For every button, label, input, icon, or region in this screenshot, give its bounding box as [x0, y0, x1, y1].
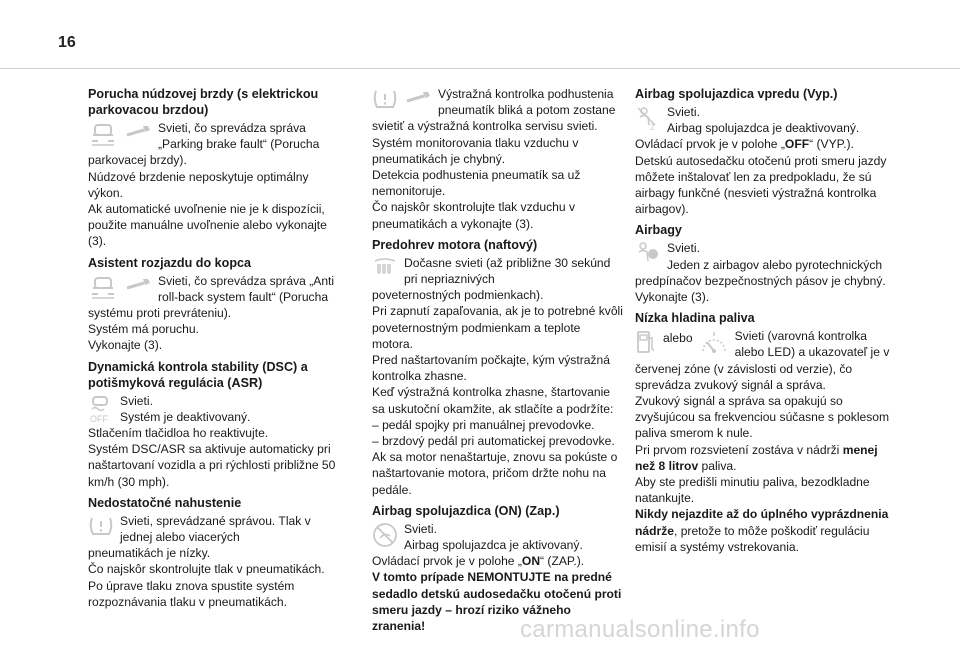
car-skid-icon: [88, 274, 118, 300]
icon-description: Výstražná kontrolka podhustenia pneumatík bliká a potom zostane: [438, 87, 616, 118]
section-title: Asistent rozjazdu do kopca: [88, 255, 252, 270]
paragraph: Aby ste predišli minutiu paliva, bezodkladne natankujte.: [635, 475, 870, 506]
icon-description-line: Systém je deaktivovaný.: [120, 409, 251, 424]
paragraph: poveternostných podmienkach).: [372, 288, 544, 303]
paragraph: Stlačením tlačidloa ho reaktivujte.: [88, 426, 269, 441]
tyre-pressure-icon-box: [88, 513, 114, 538]
icon-line: [635, 104, 893, 136]
icon-description: Dočasne svieti (až približne 30 sekúnd pri nepriaznivých: [404, 255, 611, 287]
icon-line: [88, 513, 340, 545]
wrench-icon: [124, 274, 152, 294]
icon-description: Svieti, sprevádzané správou. Tlak v jednej alebo viacerých: [120, 513, 311, 545]
section-emergency-brake: [88, 86, 340, 250]
text-run: , pretože to môže poškodiť reguláciu emisií a systémy vstrekovania.: [635, 523, 870, 554]
text-run-bold: Nikdy nejazdite až do úplného vyprázdnenia nádrže: [635, 507, 889, 538]
icon-line: [88, 393, 340, 425]
section-preheating: [372, 237, 624, 498]
section-passenger-airbag-off: [635, 86, 893, 217]
section-underinflation: [88, 495, 340, 610]
paragraph: Vykonajte (3).: [635, 290, 710, 305]
paragraph: Systém má poruchu.: [88, 322, 199, 337]
icon-description: [667, 104, 893, 136]
icon-description: [120, 393, 340, 425]
paragraph: [635, 442, 893, 474]
icon-description-line: Svieti.: [404, 521, 437, 536]
paragraph: [372, 553, 624, 569]
svg-text:OFF: OFF: [90, 413, 108, 424]
section-tpms-fault: [372, 86, 624, 232]
section-title: Predohrev motora (naftový): [372, 237, 538, 252]
dsc-off-icon-box: [88, 393, 114, 424]
icon-line: [635, 240, 893, 272]
paragraph: Čo najskôr skontrolujte tlak vzduchu v pneumatikách a vykonajte (3).: [372, 200, 576, 231]
watermark: carmanualsonline.info: [520, 616, 760, 643]
text-run-bold: OFF: [784, 137, 810, 152]
car-skid-icon: [88, 121, 118, 147]
icon-line: [372, 86, 624, 118]
column-1: [88, 86, 340, 615]
wrench-icon: [124, 121, 152, 141]
airbag-on-icon-box: [372, 521, 398, 548]
paragraph: Detekcia podhustenia pneumatík sa už nemonitoruje.: [372, 168, 581, 199]
page-number: 16: [58, 34, 76, 51]
icon-line: [88, 273, 340, 305]
airbag-off-icon: [635, 105, 661, 131]
text-run: Ovládací prvok je v polohe „: [635, 137, 785, 152]
fuel-gauge-icon: [699, 329, 729, 359]
hill-assist-icons: [88, 273, 152, 300]
text-run: “ (ZAP.).: [540, 554, 585, 569]
paragraph: [635, 136, 893, 152]
svg-text:2: 2: [650, 123, 655, 131]
section-low-fuel: [635, 310, 893, 555]
paragraph: Keď výstražná kontrolka zhasne, štartovanie sa uskutoční okamžite, ak stlačíte a podržíte:: [372, 385, 614, 416]
section-passenger-airbag-on: [372, 503, 624, 634]
paragraph: Núdzové brzdenie neposkytuje optimálny výkon.: [88, 169, 309, 200]
paragraph: Systém DSC/ASR sa aktivuje automaticky pri naštartovaní vozidla a pri rýchlosti približne 50 km/h (30 mph).: [88, 442, 336, 489]
paragraph: Ak automatické uvoľnenie nie je k dispozícii, použite manuálne uvoľnenie alebo vykonajte (3).: [88, 202, 327, 249]
airbag-icon-box: [635, 240, 661, 267]
icon-line: [372, 521, 624, 553]
icon-description: Svieti, čo sprevádza správa „Parking brake fault“ (Porucha: [158, 121, 320, 152]
tyre-pressure-icon: [372, 87, 398, 111]
icon-line: [88, 120, 340, 152]
paragraph: Detskú autosedačku otočenú proti smeru jazdy môžete inštalovať len za predpokladu, že sú airbagy funkčné (nesvieti výstražná kontrolka airbagov).: [635, 153, 887, 217]
icon-description: Svieti, čo sprevádza správa „Anti roll-back system fault“ (Porucha: [158, 273, 335, 304]
section-dsc-asr: [88, 359, 340, 490]
text-run: paliva.: [698, 458, 737, 473]
text-run: Ovládací prvok je v polohe „: [372, 554, 522, 569]
section-title: Nedostatočné nahustenie: [88, 495, 242, 510]
paragraph: Ak sa motor nenaštartuje, znovu sa pokúste o naštartovanie motora, pričom držte nohu na pedále.: [372, 450, 618, 497]
dsc-off-icon: [88, 394, 114, 424]
icon-description-line: Svieti.: [120, 393, 153, 408]
icon-line: [635, 328, 893, 360]
tyre-pressure-icon: [88, 514, 114, 538]
alebo-text: alebo: [663, 331, 693, 346]
paragraph: svietiť a výstražná kontrolka servisu svieti.: [372, 119, 598, 134]
list-item: – pedál spojky pri manuálnej prevodovke.: [372, 417, 595, 432]
fuel-icons: [635, 328, 729, 359]
section-title: Nízka hladina paliva: [635, 311, 755, 326]
paragraph: Pred naštartovaním počkajte, kým výstražná kontrolka zhasne.: [372, 353, 610, 384]
paragraph: Systém monitorovania tlaku vzduchu v pneumatikách je chybný.: [372, 135, 579, 166]
text-run: Pri prvom rozsvietení zostáva v nádrži: [635, 442, 843, 457]
icon-description: [404, 521, 624, 553]
brake-warning-icons: [88, 120, 152, 147]
section-hill-start-assist: [88, 255, 340, 354]
icon-line: [372, 255, 624, 287]
paragraph: systému proti prevráteniu).: [88, 306, 232, 321]
text-run-bold: ON: [521, 554, 541, 569]
paragraph: pneumatikách je nízky.: [88, 546, 211, 561]
text-run-bold: menej než 8 litrov: [635, 442, 878, 473]
top-divider: [0, 68, 960, 69]
column-3: [635, 86, 893, 560]
tpms-fault-icons: [372, 86, 432, 111]
fuel-pump-icon: [635, 329, 657, 357]
paragraph: červenej zóne (v závislosti od verzie), čo sprevádza zvukový signál a správa.: [635, 361, 853, 392]
icon-description: Svieti (varovná kontrolka alebo LED) a ukazovateľ je v: [734, 329, 890, 360]
list-item: – brzdový pedál pri automatickej prevodovke.: [372, 434, 615, 449]
icon-description-line: Airbag spolujazdca je deaktivovaný.: [667, 121, 860, 136]
airbag-off-icon-box: [635, 104, 661, 131]
icon-description: [667, 240, 893, 272]
section-title: Airbag spolujazdica (ON) (Zap.): [372, 503, 560, 518]
icon-description-line: Svieti.: [667, 105, 700, 119]
text-run: “ (VYP.).: [809, 137, 854, 152]
icon-description-line: Airbag spolujazdca je aktivovaný.: [404, 538, 583, 553]
paragraph: predpínačov bezpečnostných pásov je chybný.: [635, 273, 886, 288]
paragraph: [635, 506, 893, 555]
section-title: Airbag spolujazdica vpredu (Vyp.): [635, 87, 838, 101]
paragraph: Po úprave tlaku znova spustite systém rozpoznávania tlaku v pneumatikách.: [88, 578, 295, 609]
paragraph: Zvukový signál a správa sa opakujú so zvyšujúcou sa frekvenciou súčasne s poklesom paliva smerom k nule.: [635, 394, 890, 441]
text-run-bold: V tomto prípade NEMONTUJTE na predné sedadlo detskú audosedačku otočenú proti smeru jazdy – hrozí riziko vážneho zranenia!: [372, 570, 622, 634]
icon-description-line: Jeden z airbagov alebo pyrotechnických: [667, 257, 883, 272]
icon-description-line: Svieti.: [667, 241, 700, 256]
section-airbags: [635, 222, 893, 305]
wrench-icon: [404, 87, 432, 107]
airbag-icon: [635, 241, 661, 267]
paragraph: parkovacej brzdy).: [88, 153, 187, 168]
glow-plug-icon-box: [372, 255, 398, 278]
paragraph: Pri zapnutí zapaľovania, ak je to potrebné kvôli poveternostným podmienkam a teplote motora.: [372, 304, 623, 351]
child-seat-crossed-icon: [372, 522, 398, 548]
section-title: Dynamická kontrola stability (DSC) a potišmyková regulácia (ASR): [88, 359, 308, 390]
section-title: Porucha núdzovej brzdy (s elektrickou parkovacou brzdou): [88, 87, 319, 117]
paragraph: Vykonajte (3).: [88, 338, 163, 353]
column-2: [372, 86, 624, 639]
paragraph: Čo najskôr skontrolujte tlak v pneumatikách.: [88, 562, 325, 577]
glow-plug-icon: [372, 256, 398, 278]
section-title: Airbagy: [635, 223, 682, 238]
